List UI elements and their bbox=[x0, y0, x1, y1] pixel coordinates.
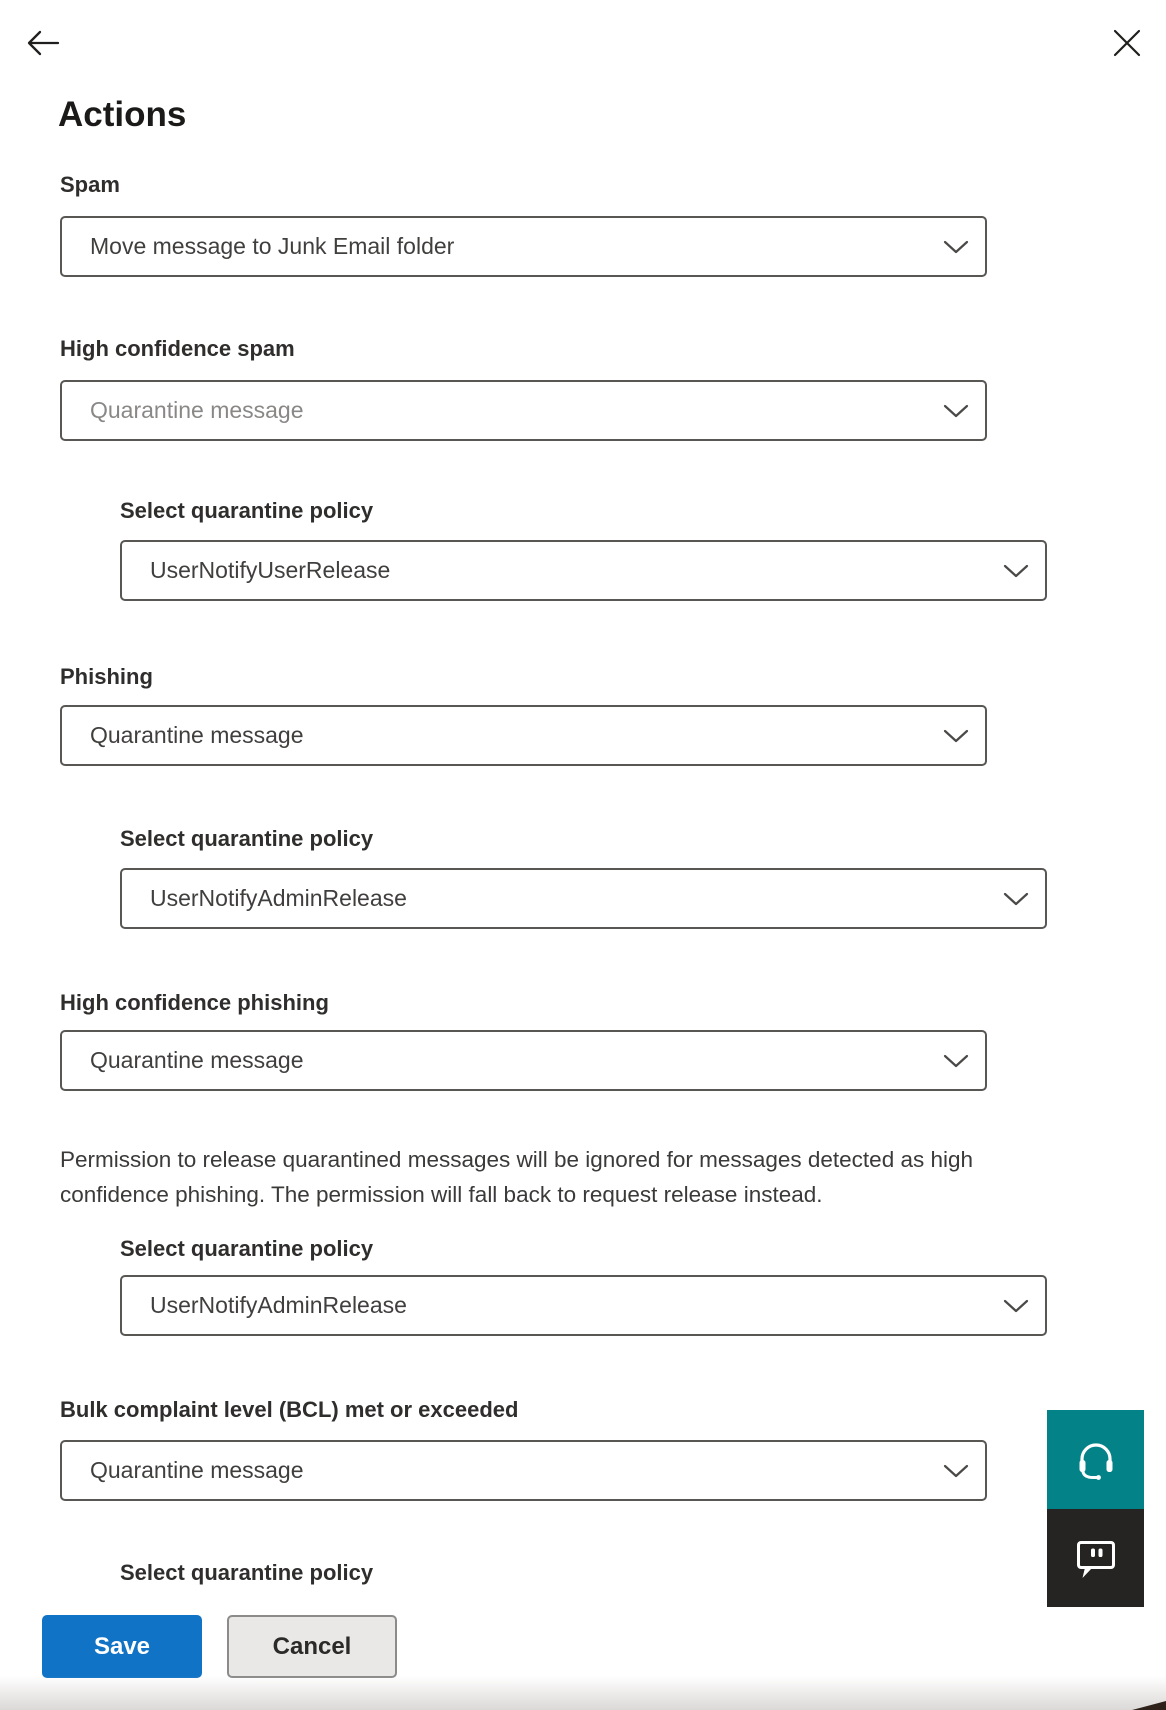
quarantine-policy-select-hcs[interactable] bbox=[120, 540, 1047, 601]
save-button[interactable]: Save bbox=[42, 1615, 202, 1678]
field-label-bulk-complaint-level: Bulk complaint level (BCL) met or exceeded bbox=[60, 1397, 519, 1422]
chevron-down-icon bbox=[1003, 1299, 1029, 1313]
chevron-down-icon bbox=[943, 1054, 969, 1068]
select-value: Quarantine message bbox=[90, 397, 304, 423]
chevron-down-icon bbox=[1003, 564, 1029, 578]
field-label-spam: Spam bbox=[60, 172, 120, 197]
high-confidence-phishing-note: Permission to release quarantined messages will be ignored for messages detected as high confidence phishing. The permission will fall back to request release instead. bbox=[60, 1147, 974, 1207]
field-label-high-confidence-phishing: High confidence phishing bbox=[60, 990, 329, 1015]
corner-accent bbox=[1132, 1701, 1166, 1710]
quarantine-policy-select-phishing[interactable] bbox=[120, 868, 1047, 929]
select-value: Quarantine message bbox=[90, 1457, 304, 1483]
quarantine-policy-select-hcp[interactable] bbox=[120, 1275, 1047, 1336]
field-label-phishing: Phishing bbox=[60, 664, 153, 689]
chat-icon bbox=[1073, 1535, 1119, 1581]
field-label-quarantine-policy-hcp: Select quarantine policy bbox=[120, 1236, 374, 1261]
chevron-down-icon bbox=[943, 1464, 969, 1478]
select-value: UserNotifyUserRelease bbox=[150, 557, 391, 583]
cancel-button[interactable]: Cancel bbox=[227, 1615, 397, 1678]
select-value: UserNotifyAdminRelease bbox=[150, 1292, 407, 1318]
chevron-down-icon bbox=[943, 729, 969, 743]
select-value: UserNotifyAdminRelease bbox=[150, 885, 407, 911]
support-button[interactable] bbox=[1047, 1410, 1144, 1509]
field-label-high-confidence-spam: High confidence spam bbox=[60, 336, 295, 361]
field-label-quarantine-policy-bcl-truncated: Select quarantine policy bbox=[120, 1560, 374, 1585]
select-value: Quarantine message bbox=[90, 1047, 304, 1073]
spam-action-select[interactable] bbox=[60, 216, 987, 277]
chevron-down-icon bbox=[943, 240, 969, 254]
phishing-action-select[interactable] bbox=[60, 705, 987, 766]
page-title: Actions bbox=[58, 95, 187, 134]
field-label-quarantine-policy-hcs: Select quarantine policy bbox=[120, 498, 374, 523]
select-value: Quarantine message bbox=[90, 722, 304, 748]
feedback-button[interactable] bbox=[1047, 1509, 1144, 1607]
high-confidence-spam-action-select[interactable] bbox=[60, 380, 987, 441]
chevron-down-icon bbox=[1003, 892, 1029, 906]
select-value: Move message to Junk Email folder bbox=[90, 233, 455, 259]
chevron-down-icon bbox=[943, 404, 969, 418]
headset-icon bbox=[1073, 1437, 1119, 1483]
bcl-action-select[interactable] bbox=[60, 1440, 987, 1501]
footer-bar bbox=[0, 1585, 1166, 1710]
high-confidence-phishing-action-select[interactable] bbox=[60, 1030, 987, 1091]
field-label-quarantine-policy-phishing: Select quarantine policy bbox=[120, 826, 374, 851]
